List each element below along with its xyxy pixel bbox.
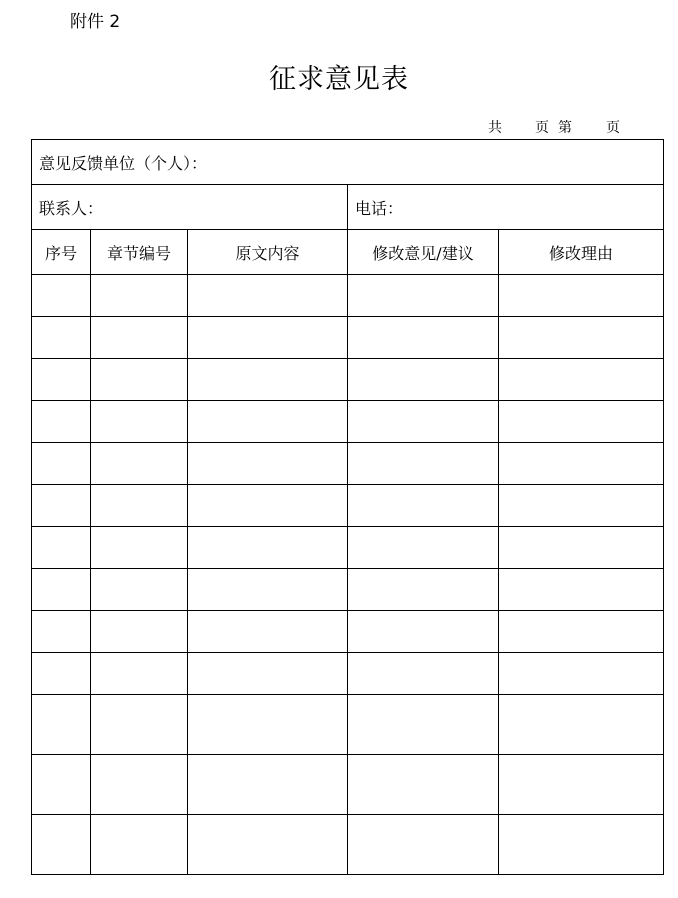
table-cell[interactable] bbox=[499, 611, 664, 653]
table-cell[interactable] bbox=[348, 695, 499, 755]
table-cell[interactable] bbox=[91, 485, 188, 527]
table-cell[interactable] bbox=[188, 611, 348, 653]
table-cell[interactable] bbox=[348, 527, 499, 569]
table-row bbox=[32, 653, 664, 695]
table-cell[interactable] bbox=[348, 755, 499, 815]
contact-row bbox=[32, 185, 664, 230]
table-cell[interactable] bbox=[91, 569, 188, 611]
table-cell[interactable] bbox=[32, 611, 91, 653]
table-cell[interactable] bbox=[499, 485, 664, 527]
table-row bbox=[32, 443, 664, 485]
table-row bbox=[32, 815, 664, 875]
table-cell[interactable] bbox=[91, 611, 188, 653]
table-row bbox=[32, 401, 664, 443]
phone-field[interactable] bbox=[348, 185, 664, 230]
col-header-section: 章节编号 bbox=[91, 230, 188, 275]
table-cell[interactable] bbox=[32, 653, 91, 695]
unit-field[interactable] bbox=[32, 140, 664, 185]
table-cell[interactable] bbox=[348, 653, 499, 695]
table-cell[interactable] bbox=[32, 443, 91, 485]
table-cell[interactable] bbox=[188, 695, 348, 755]
table-cell[interactable] bbox=[348, 317, 499, 359]
pager-nth: 第 bbox=[558, 120, 572, 136]
table-cell[interactable] bbox=[499, 815, 664, 875]
unit-label: 意见反馈单位（个人）： bbox=[39, 153, 208, 173]
table-cell[interactable] bbox=[91, 443, 188, 485]
unit-row bbox=[32, 140, 664, 185]
table-cell[interactable] bbox=[499, 569, 664, 611]
table-cell[interactable] bbox=[499, 695, 664, 755]
contact-field[interactable] bbox=[32, 185, 348, 230]
table-cell[interactable] bbox=[499, 653, 664, 695]
col-header-original: 原文内容 bbox=[188, 230, 348, 275]
table-cell[interactable] bbox=[188, 485, 348, 527]
table-cell[interactable] bbox=[91, 401, 188, 443]
table-cell[interactable] bbox=[32, 815, 91, 875]
table-cell[interactable] bbox=[32, 569, 91, 611]
table-cell[interactable] bbox=[188, 275, 348, 317]
table-row bbox=[32, 359, 664, 401]
table-cell[interactable] bbox=[348, 485, 499, 527]
contact-label: 联系人： bbox=[39, 198, 104, 218]
table-cell[interactable] bbox=[188, 401, 348, 443]
table-cell[interactable] bbox=[188, 317, 348, 359]
feedback-form-table bbox=[31, 139, 664, 875]
table-cell[interactable] bbox=[32, 695, 91, 755]
table-cell[interactable] bbox=[348, 401, 499, 443]
col-header-index: 序号 bbox=[32, 230, 91, 275]
table-cell[interactable] bbox=[499, 443, 664, 485]
pager-page-unit-2: 页 bbox=[606, 120, 620, 136]
table-cell[interactable] bbox=[91, 527, 188, 569]
table-row bbox=[32, 611, 664, 653]
table-cell[interactable] bbox=[499, 401, 664, 443]
table-row bbox=[32, 485, 664, 527]
table-row bbox=[32, 569, 664, 611]
col-header-reason: 修改理由 bbox=[499, 230, 664, 275]
table-cell[interactable] bbox=[32, 755, 91, 815]
table-cell[interactable] bbox=[499, 317, 664, 359]
table-cell[interactable] bbox=[188, 569, 348, 611]
table-cell[interactable] bbox=[188, 815, 348, 875]
table-cell[interactable] bbox=[91, 653, 188, 695]
table-cell[interactable] bbox=[499, 527, 664, 569]
table-cell[interactable] bbox=[91, 359, 188, 401]
table-cell[interactable] bbox=[32, 527, 91, 569]
table-cell[interactable] bbox=[188, 527, 348, 569]
table-cell[interactable] bbox=[499, 755, 664, 815]
table-cell[interactable] bbox=[188, 359, 348, 401]
table-cell[interactable] bbox=[499, 359, 664, 401]
col-header-suggestion: 修改意见/建议 bbox=[348, 230, 499, 275]
table-cell[interactable] bbox=[32, 359, 91, 401]
table-row bbox=[32, 695, 664, 755]
table-cell[interactable] bbox=[188, 653, 348, 695]
table-cell[interactable] bbox=[91, 275, 188, 317]
table-cell[interactable] bbox=[499, 275, 664, 317]
table-cell[interactable] bbox=[348, 815, 499, 875]
table-row bbox=[32, 275, 664, 317]
table-cell[interactable] bbox=[348, 611, 499, 653]
table-cell[interactable] bbox=[188, 755, 348, 815]
table-cell[interactable] bbox=[348, 275, 499, 317]
table-cell[interactable] bbox=[32, 401, 91, 443]
table-cell[interactable] bbox=[32, 317, 91, 359]
table-cell[interactable] bbox=[91, 695, 188, 755]
table-cell[interactable] bbox=[188, 443, 348, 485]
table-row bbox=[32, 317, 664, 359]
table-cell[interactable] bbox=[348, 443, 499, 485]
table-cell[interactable] bbox=[91, 317, 188, 359]
table-cell[interactable] bbox=[348, 569, 499, 611]
pager-page-unit: 页 bbox=[535, 120, 549, 136]
attachment-label: 附件 2 bbox=[70, 12, 121, 32]
table-row bbox=[32, 527, 664, 569]
table-cell[interactable] bbox=[32, 275, 91, 317]
table-cell[interactable] bbox=[348, 359, 499, 401]
phone-label: 电话： bbox=[355, 198, 404, 218]
page-title: 征求意见表 bbox=[269, 64, 409, 95]
table-row bbox=[32, 755, 664, 815]
table-cell[interactable] bbox=[91, 815, 188, 875]
column-header-row bbox=[32, 230, 664, 275]
pager-total: 共 bbox=[488, 120, 502, 136]
table-cell[interactable] bbox=[32, 485, 91, 527]
table-cell[interactable] bbox=[91, 755, 188, 815]
